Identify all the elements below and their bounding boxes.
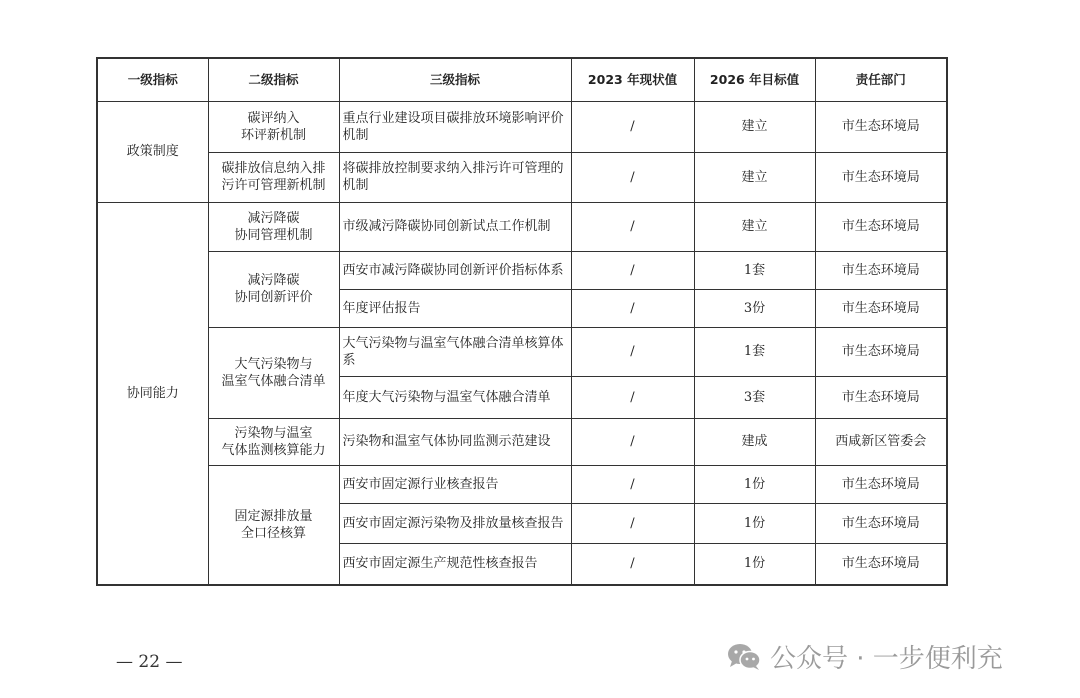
level3-cell: 西安市固定源污染物及排放量核查报告: [339, 503, 571, 543]
current-value-cell: /: [571, 503, 694, 543]
header-department: 责任部门: [815, 58, 947, 101]
current-value-cell: /: [571, 251, 694, 289]
table-row: [97, 418, 947, 465]
level3-cell: 市级减污降碳协同创新试点工作机制: [339, 202, 571, 251]
level3-cell: 将碳排放控制要求纳入排污许可管理的机制: [339, 152, 571, 202]
department-cell: 市生态环境局: [815, 202, 947, 251]
level2-cell: 大气污染物与 温室气体融合清单: [208, 327, 339, 418]
level2-cell: 碳排放信息纳入排 污许可管理新机制: [208, 152, 339, 202]
target-value-cell: 建立: [694, 202, 815, 251]
table-row: [97, 101, 947, 152]
target-value-cell: 1份: [694, 543, 815, 585]
target-value-cell: 1套: [694, 327, 815, 376]
header-target-2026: 2026 年目标值: [694, 58, 815, 101]
table-row: [97, 202, 947, 251]
department-cell: 市生态环境局: [815, 327, 947, 376]
table-row: [97, 327, 947, 376]
department-cell: 市生态环境局: [815, 152, 947, 202]
level2-cell: 碳评纳入 环评新机制: [208, 101, 339, 152]
level3-cell: 年度大气污染物与温室气体融合清单: [339, 376, 571, 418]
level3-cell: 年度评估报告: [339, 289, 571, 327]
target-value-cell: 建立: [694, 101, 815, 152]
current-value-cell: /: [571, 152, 694, 202]
level3-cell: 重点行业建设项目碳排放环境影响评价机制: [339, 101, 571, 152]
level1-cell: 政策制度: [97, 101, 208, 202]
target-value-cell: 建立: [694, 152, 815, 202]
level2-cell: 减污降碳 协同创新评价: [208, 251, 339, 327]
level2-cell: 减污降碳 协同管理机制: [208, 202, 339, 251]
department-cell: 市生态环境局: [815, 251, 947, 289]
header-level3: 三级指标: [339, 58, 571, 101]
department-cell: 市生态环境局: [815, 465, 947, 503]
department-cell: 市生态环境局: [815, 289, 947, 327]
header-level1: 一级指标: [97, 58, 208, 101]
header-row: [97, 58, 947, 101]
header-current-2023: 2023 年现状值: [571, 58, 694, 101]
wechat-logo-icon: [726, 642, 762, 672]
table-row: [97, 465, 947, 503]
department-cell: 市生态环境局: [815, 503, 947, 543]
header-level2: 二级指标: [208, 58, 339, 101]
target-value-cell: 1份: [694, 465, 815, 503]
level1-cell: 协同能力: [97, 202, 208, 585]
current-value-cell: /: [571, 418, 694, 465]
target-value-cell: 1份: [694, 503, 815, 543]
current-value-cell: /: [571, 202, 694, 251]
indicator-table: [96, 57, 948, 586]
level3-cell: 西安市固定源生产规范性核查报告: [339, 543, 571, 585]
level2-cell: 污染物与温室 气体监测核算能力: [208, 418, 339, 465]
department-cell: 市生态环境局: [815, 376, 947, 418]
target-value-cell: 建成: [694, 418, 815, 465]
level3-cell: 污染物和温室气体协同监测示范建设: [339, 418, 571, 465]
current-value-cell: /: [571, 327, 694, 376]
target-value-cell: 3份: [694, 289, 815, 327]
current-value-cell: /: [571, 376, 694, 418]
level3-cell: 大气污染物与温室气体融合清单核算体系: [339, 327, 571, 376]
page-number: — 22 —: [116, 652, 183, 672]
department-cell: 西咸新区管委会: [815, 418, 947, 465]
department-cell: 市生态环境局: [815, 543, 947, 585]
watermark: [726, 638, 1003, 675]
level3-cell: 西安市固定源行业核查报告: [339, 465, 571, 503]
target-value-cell: 1套: [694, 251, 815, 289]
watermark-text: 公众号 · 一步便利充: [770, 644, 1003, 674]
current-value-cell: /: [571, 289, 694, 327]
table-row: [97, 251, 947, 289]
level2-cell: 固定源排放量 全口径核算: [208, 465, 339, 585]
current-value-cell: /: [571, 101, 694, 152]
table-row: [97, 152, 947, 202]
current-value-cell: /: [571, 465, 694, 503]
target-value-cell: 3套: [694, 376, 815, 418]
department-cell: 市生态环境局: [815, 101, 947, 152]
current-value-cell: /: [571, 543, 694, 585]
level3-cell: 西安市减污降碳协同创新评价指标体系: [339, 251, 571, 289]
